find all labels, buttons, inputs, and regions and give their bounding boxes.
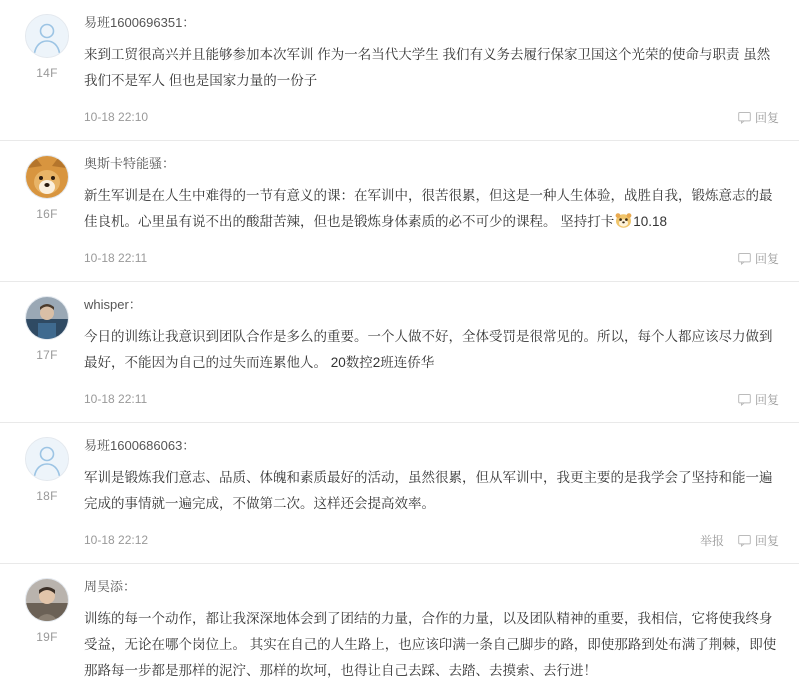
- comment-content: 来到工贸很高兴并且能够参加本次军训 作为一名当代大学生 我们有义务去履行保家卫国这个光荣的使命与职责 虽然我们不是军人 但也是国家力量的一份子: [84, 47, 771, 88]
- user-placeholder-icon: [26, 15, 68, 57]
- reply-label: 回复: [754, 533, 779, 548]
- reply-button[interactable]: [738, 532, 779, 549]
- photo-avatar: [26, 297, 68, 339]
- comment-content: 今日的训练让我意识到团队合作是多么的重要。一个人做不好，全体受罚是很常见的。所以，每个人都应该尽力做到最好，不能因为自己的过失而连累他人。 20数控2班连侨华: [84, 329, 773, 370]
- avatar[interactable]: [25, 578, 69, 622]
- comment-timestamp: 10-18 22:10: [84, 110, 149, 124]
- comment-body: [78, 296, 783, 422]
- floor-number: 14F: [36, 66, 58, 80]
- comment-timestamp: 10-18 22:11: [84, 251, 148, 265]
- comment-text: 新生军训是在人生中难得的一节有意义的课：在军训中，很苦很累，但这是一种人生体验，战胜自我，锻炼意志的最佳良机。心里虽有说不出的酸甜苦辣，但也是锻炼身体素质的必不可少的课程。 坚持打卡: [84, 188, 773, 229]
- comment-author-column: [16, 578, 78, 686]
- comment-item: [0, 282, 799, 423]
- reply-label: 回复: [754, 392, 779, 407]
- comment-bubble-icon: [738, 252, 751, 265]
- floor-number: 17F: [36, 348, 58, 362]
- comment-body: [78, 578, 783, 686]
- comment-meta: [84, 108, 783, 126]
- comment-meta: [84, 249, 783, 267]
- floor-number: 19F: [36, 630, 58, 644]
- comment-meta: [84, 531, 783, 549]
- photo-avatar-2: [26, 579, 68, 621]
- comment-body: [78, 155, 783, 281]
- comment-body: [78, 14, 783, 140]
- comment-username[interactable]: 周昊添：: [84, 579, 137, 594]
- comment-username[interactable]: 易班1600696351：: [84, 15, 196, 30]
- floor-number: 16F: [36, 207, 58, 221]
- comment-item: [0, 423, 799, 564]
- comment-meta: [84, 390, 783, 408]
- comment-bubble-icon: [738, 393, 751, 406]
- comment-timestamp: 10-18 22:11: [84, 392, 148, 406]
- avatar[interactable]: [25, 437, 69, 481]
- comment-bubble-icon: [738, 534, 751, 547]
- hamster-emoji: [615, 212, 632, 229]
- comment-content: 训练的每一个动作，都让我深深地体会到了团结的力量，合作的力量，以及团队精神的重要，我相信，它将使我终身受益，无论在哪个岗位上。 其实在自己的人生路上，也应该印满一条自己脚步的路，即使那路到处布满了荆棘，即使那路每一步都是那样的泥泞、那样的坎坷，也得让自己去踩、去踏、去摸索、去行进！: [84, 611, 777, 678]
- avatar[interactable]: [25, 155, 69, 199]
- comment-author-column: [16, 14, 78, 140]
- comment-content: [84, 183, 783, 235]
- comment-actions: [738, 250, 783, 267]
- reply-button[interactable]: [738, 250, 779, 267]
- comment-actions: [700, 532, 783, 549]
- comment-actions: [738, 109, 783, 126]
- comment-author-column: [16, 437, 78, 563]
- floor-number: 18F: [36, 489, 58, 503]
- reply-label: 回复: [754, 110, 779, 125]
- comment-author-column: [16, 296, 78, 422]
- reply-button[interactable]: [738, 109, 779, 126]
- user-placeholder-icon: [26, 438, 68, 480]
- comment-actions: [738, 391, 783, 408]
- reply-label: 回复: [754, 251, 779, 266]
- comment-bubble-icon: [738, 111, 751, 124]
- report-label: 举报: [699, 533, 724, 548]
- comment-author-column: [16, 155, 78, 281]
- comment-username[interactable]: whisper：: [84, 297, 142, 312]
- comment-username[interactable]: 易班1600686063：: [84, 438, 196, 453]
- comment-item: [0, 0, 799, 141]
- comment-text-tail: 10.18: [633, 214, 668, 229]
- comment-username[interactable]: 奥斯卡特能骚：: [84, 156, 176, 171]
- shiba-dog-avatar: [26, 156, 68, 198]
- comment-content: 军训是锻炼我们意志、品质、体魄和素质最好的活动，虽然很累，但从军训中，我更主要的是我学会了坚持和能一遍完成的事情就一遍完成，不做第二次。这样还会提高效率。: [84, 470, 773, 511]
- avatar[interactable]: [25, 296, 69, 340]
- reply-button[interactable]: [738, 391, 779, 408]
- comment-item: [0, 141, 799, 282]
- avatar[interactable]: [25, 14, 69, 58]
- comment-item: [0, 564, 799, 686]
- comment-timestamp: 10-18 22:12: [84, 533, 149, 547]
- report-button[interactable]: [700, 532, 724, 549]
- comment-body: [78, 437, 783, 563]
